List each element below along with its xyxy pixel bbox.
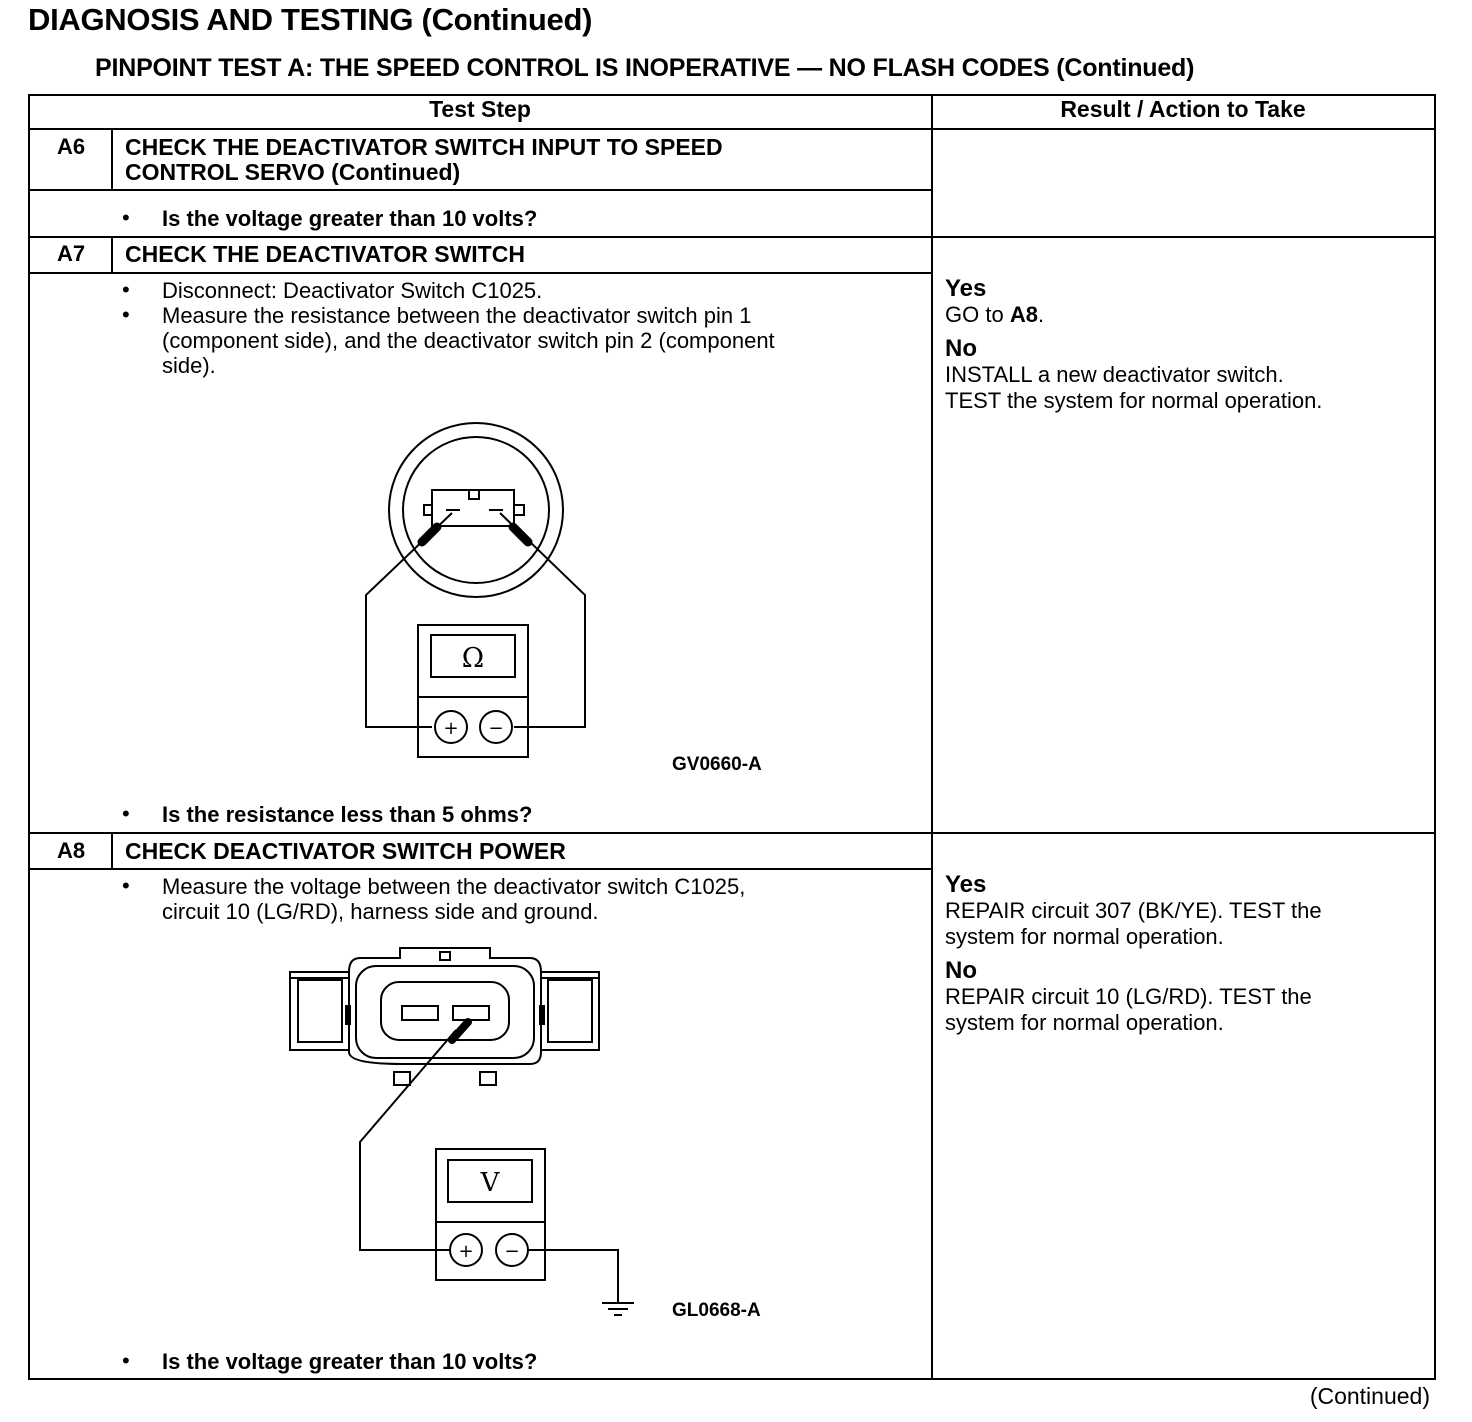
result-yes-line: REPAIR circuit 307 (BK/YE). TEST the bbox=[945, 898, 1322, 923]
connector-foot bbox=[480, 1072, 496, 1085]
latch-tab bbox=[539, 1005, 545, 1025]
question-a6: Is the voltage greater than 10 volts? bbox=[162, 206, 538, 231]
question-a7: Is the resistance less than 5 ohms? bbox=[162, 802, 533, 827]
bullet-icon: • bbox=[122, 302, 130, 327]
result-no-label: No bbox=[945, 335, 977, 362]
minus-sign: − bbox=[488, 718, 504, 739]
bullet-icon: • bbox=[122, 205, 130, 230]
result-no-line: system for normal operation. bbox=[945, 1010, 1224, 1035]
connector-foot bbox=[394, 1072, 410, 1085]
result-yes-label: Yes bbox=[945, 871, 987, 898]
latch-tab bbox=[345, 1005, 351, 1025]
result-no-line: TEST the system for normal operation. bbox=[945, 388, 1323, 413]
step-id-a8: A8 bbox=[56, 838, 86, 863]
right-latch bbox=[541, 972, 599, 1050]
terminal-2 bbox=[453, 1006, 489, 1020]
minus-sign: − bbox=[504, 1241, 520, 1262]
instruction-line: side). bbox=[162, 353, 216, 378]
column-header-test-step: Test Step bbox=[429, 96, 531, 122]
connector-key bbox=[440, 952, 450, 960]
bullet-icon: • bbox=[122, 1348, 130, 1373]
step-title-a8: CHECK DEACTIVATOR SWITCH POWER bbox=[125, 838, 566, 864]
column-header-result: Result / Action to Take bbox=[1060, 96, 1306, 122]
step-title-line: CONTROL SERVO (Continued) bbox=[125, 159, 461, 185]
ground-lead bbox=[528, 1250, 618, 1303]
pinpoint-test-title: PINPOINT TEST A: THE SPEED CONTROL IS INOPERATIVE — NO FLASH CODES (Continued) bbox=[95, 54, 1195, 82]
result-yes-line: system for normal operation. bbox=[945, 924, 1224, 949]
plus-sign: + bbox=[443, 718, 459, 739]
step-title-line: CHECK THE DEACTIVATOR SWITCH INPUT TO SPEED bbox=[125, 134, 723, 160]
right-latch-window bbox=[548, 980, 592, 1042]
instruction-line: (component side), and the deactivator switch pin 2 (component bbox=[162, 328, 775, 353]
instruction-line: circuit 10 (LG/RD), harness side and ground. bbox=[162, 899, 599, 924]
ohm-symbol: Ω bbox=[461, 643, 485, 674]
page-title: DIAGNOSIS AND TESTING (Continued) bbox=[28, 2, 593, 37]
left-latch-window bbox=[298, 980, 342, 1042]
instruction-line: Measure the resistance between the deactivator switch pin 1 bbox=[162, 303, 752, 328]
terminal-1 bbox=[402, 1006, 438, 1020]
result-no-line: INSTALL a new deactivator switch. bbox=[945, 362, 1284, 387]
step-title-a7: CHECK THE DEACTIVATOR SWITCH bbox=[125, 241, 525, 267]
instruction-a7-1: Disconnect: Deactivator Switch C1025. bbox=[162, 278, 543, 303]
instruction-line: Measure the voltage between the deactivator switch C1025, bbox=[162, 874, 746, 899]
result-no-line: REPAIR circuit 10 (LG/RD). TEST the bbox=[945, 984, 1312, 1009]
plus-sign: + bbox=[458, 1241, 474, 1262]
result-yes-action: GO to bbox=[945, 302, 1004, 327]
volt-symbol: V bbox=[480, 1168, 500, 1198]
figure-code-a8: GL0668-A bbox=[672, 1300, 761, 1321]
question-a8: Is the voltage greater than 10 volts? bbox=[162, 1349, 538, 1374]
bullet-icon: • bbox=[122, 801, 130, 826]
result-a8 bbox=[945, 872, 1322, 1036]
result-yes-label: Yes bbox=[945, 275, 987, 302]
result-no-label: No bbox=[945, 957, 977, 984]
bullet-icon: • bbox=[122, 873, 130, 898]
continued-note: (Continued) bbox=[1309, 1383, 1430, 1409]
step-id-a7: A7 bbox=[56, 241, 86, 266]
step-id-a6: A6 bbox=[56, 134, 86, 159]
result-yes-target: A8 bbox=[1009, 302, 1038, 327]
figure-code-a7: GV0660-A bbox=[672, 754, 762, 775]
bullet-icon: • bbox=[122, 277, 130, 302]
result-yes-end: . bbox=[1037, 302, 1045, 327]
